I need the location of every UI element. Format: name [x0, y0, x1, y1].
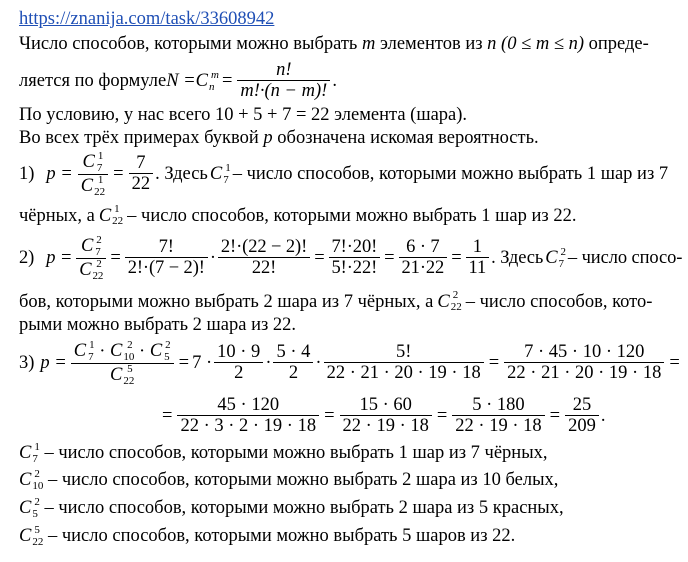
formula-lhs: N =	[166, 71, 196, 91]
equals-sign: =	[436, 406, 448, 426]
case-2-line-2	[19, 290, 652, 313]
case-2-text: рыми можно выбрать 2 шара из 22.	[19, 315, 297, 335]
period: .	[600, 406, 606, 426]
combination-formula-fraction: $\frac{n!}{m!\cdot(n - m)!}$	[237, 60, 330, 102]
equals-sign: =	[451, 248, 462, 268]
case-2-fraction-1: $\frac{7!}{2!\cdot(7 - 2)!}$	[125, 237, 208, 279]
definition-text: – число способов, которыми можно выбрать 1 шар из 7 чёрных,	[39, 443, 548, 463]
case-3-label: 3)	[19, 353, 35, 373]
case-3-fraction-7: $\frac{5 \cdot 180}{22 \cdot 19 \cdot 18}$	[452, 395, 544, 437]
combination-symbol: C 1 22	[98, 203, 124, 227]
definition-line	[19, 524, 515, 548]
p-equals: p =	[46, 248, 73, 268]
case-1-text: . Здесь	[155, 164, 208, 184]
case-2-fraction-3: $\frac{7!\cdot 20!}{5!\cdot 22!}$	[329, 237, 381, 279]
case-3-line-2	[162, 392, 605, 440]
case-1-text: чёрных, а	[19, 205, 95, 226]
definition-line	[19, 496, 564, 520]
p-equals: p =	[40, 353, 67, 373]
condition-sum: 10 + 5 + 7 = 22	[214, 105, 330, 125]
equals-sign: =	[221, 71, 233, 91]
combination-symbol: C 1 7	[209, 161, 231, 186]
case-3-fraction-1: $\frac{10 \cdot 9}{2}$	[214, 342, 263, 384]
intro-text: ляется по формуле	[19, 71, 167, 91]
combination-symbol: C m n	[195, 68, 219, 93]
case-2-text: бов, которыми можно выбрать 2 шара из 7 чёрных, а	[19, 291, 434, 312]
intro-text: элементов из	[375, 34, 488, 54]
definition-line	[19, 468, 558, 492]
case-2-line-1	[19, 233, 682, 283]
p-equals: p =	[46, 164, 73, 184]
definition-text: – число способов, которыми можно выбрать 2 шара из 5 красных,	[39, 498, 564, 518]
case-2-fraction-2: $\frac{2!\cdot(22 - 2)!}{22!}$	[218, 237, 310, 279]
equals-sign: =	[488, 353, 500, 373]
note-line	[19, 127, 539, 149]
equals-sign: =	[324, 406, 335, 426]
case-2-text: – число способов, кото-	[465, 291, 653, 312]
source-line	[19, 8, 274, 30]
case-3-fraction-c: C 1 7 · C 2 10 · C 2 5 C 5 22	[71, 340, 174, 387]
equals-sign: =	[110, 248, 121, 268]
condition-text: элемента (шара).	[329, 105, 468, 125]
case-2-fraction-5: $\frac{1}{11}$	[466, 237, 490, 279]
case-1-text: – число способов, которыми можно выбрать 1 шар из 22.	[127, 205, 577, 226]
definition-line	[19, 441, 548, 465]
combination-symbol: C 5 22	[19, 523, 44, 548]
case-1-fraction: C 1 7 C 1 22	[78, 151, 108, 198]
condition-line	[19, 104, 467, 126]
case-2-text: – число спосо-	[567, 248, 683, 268]
dot: ·	[209, 248, 216, 268]
case-1-text: – число способов, которыми можно выбрать 1 шар из 7	[232, 164, 669, 184]
case-1-line-2	[19, 204, 576, 227]
case-2-label: 2)	[19, 248, 35, 268]
equals-sign: =	[178, 353, 190, 373]
equals-sign: =	[162, 406, 173, 426]
combination-symbol: C 2 5	[19, 495, 40, 520]
combination-symbol: C 2 10	[19, 467, 44, 492]
case-3-fraction-6: $\frac{15 \cdot 60}{22 \cdot 19 \cdot 18}$	[340, 395, 432, 437]
case-2-text: . Здесь	[491, 248, 544, 268]
definition-text: – число способов, которыми можно выбрать 2 шара из 10 белых,	[43, 470, 559, 490]
definition-text: – число способов, которыми можно выбрать 5 шаров из 22.	[43, 526, 516, 546]
equals-sign: =	[113, 164, 124, 184]
case-3-fraction-2: $\frac{5 \cdot 4}{2}$	[273, 342, 313, 384]
note-text: Во всех трёх примерах буквой	[19, 128, 264, 148]
intro-line-2	[19, 58, 337, 104]
case-3-fraction-4: $\frac{7 \cdot 45 \cdot 10 \cdot 120}{22 \cdot 21 \cdot 20 \cdot 19 \cdot 18}$	[504, 342, 664, 384]
period: .	[332, 71, 337, 91]
var-p: p	[263, 128, 273, 148]
equals-sign: =	[669, 353, 680, 373]
dot: ·	[265, 353, 272, 373]
equals-sign: =	[384, 248, 395, 268]
case-3-fraction-result: $\frac{25}{209}$	[565, 395, 599, 437]
case-3-fraction-3: $\frac{5!}{22 \cdot 21 \cdot 20 \cdot 19 \cdot 18}$	[324, 342, 484, 384]
case-1-label: 1)	[19, 164, 35, 184]
intro-text: Число способов, которыми можно выбрать	[19, 34, 362, 54]
combination-symbol: C 2 22	[437, 289, 462, 313]
var-m: m	[362, 34, 376, 54]
case-1-line-1	[19, 150, 668, 198]
case-3-factor: 7 ·	[192, 353, 213, 373]
combination-symbol: C 2 7	[545, 245, 566, 270]
case-3-line-1	[19, 338, 680, 388]
var-n: n	[487, 34, 497, 54]
case-2-line-3	[19, 314, 296, 336]
intro-text: опреде-	[588, 34, 649, 54]
case-3-fraction-5: $\frac{45 \cdot 120}{22 \cdot 3 \cdot 2 \cdot 19 \cdot 18}$	[177, 395, 319, 437]
case-1-result: $\frac{7}{22}$	[129, 153, 154, 195]
combination-symbol: C 1 7	[19, 440, 40, 465]
equals-sign: =	[549, 406, 561, 426]
case-2-fraction-c: C 2 7 C 2 22	[76, 235, 106, 282]
equals-sign: =	[314, 248, 325, 268]
condition-text: По условию, у нас всего	[19, 105, 215, 125]
case-2-fraction-4: $\frac{6 \cdot 7}{21\cdot 22}$	[399, 237, 448, 279]
source-link[interactable]: https://znanija.com/task/33608942	[19, 9, 275, 29]
intro-line-1	[19, 33, 649, 55]
range-condition: (0 ≤ m ≤ n)	[496, 34, 589, 54]
dot: ·	[315, 353, 322, 373]
note-text: обозначена искомая вероятность.	[272, 128, 539, 148]
